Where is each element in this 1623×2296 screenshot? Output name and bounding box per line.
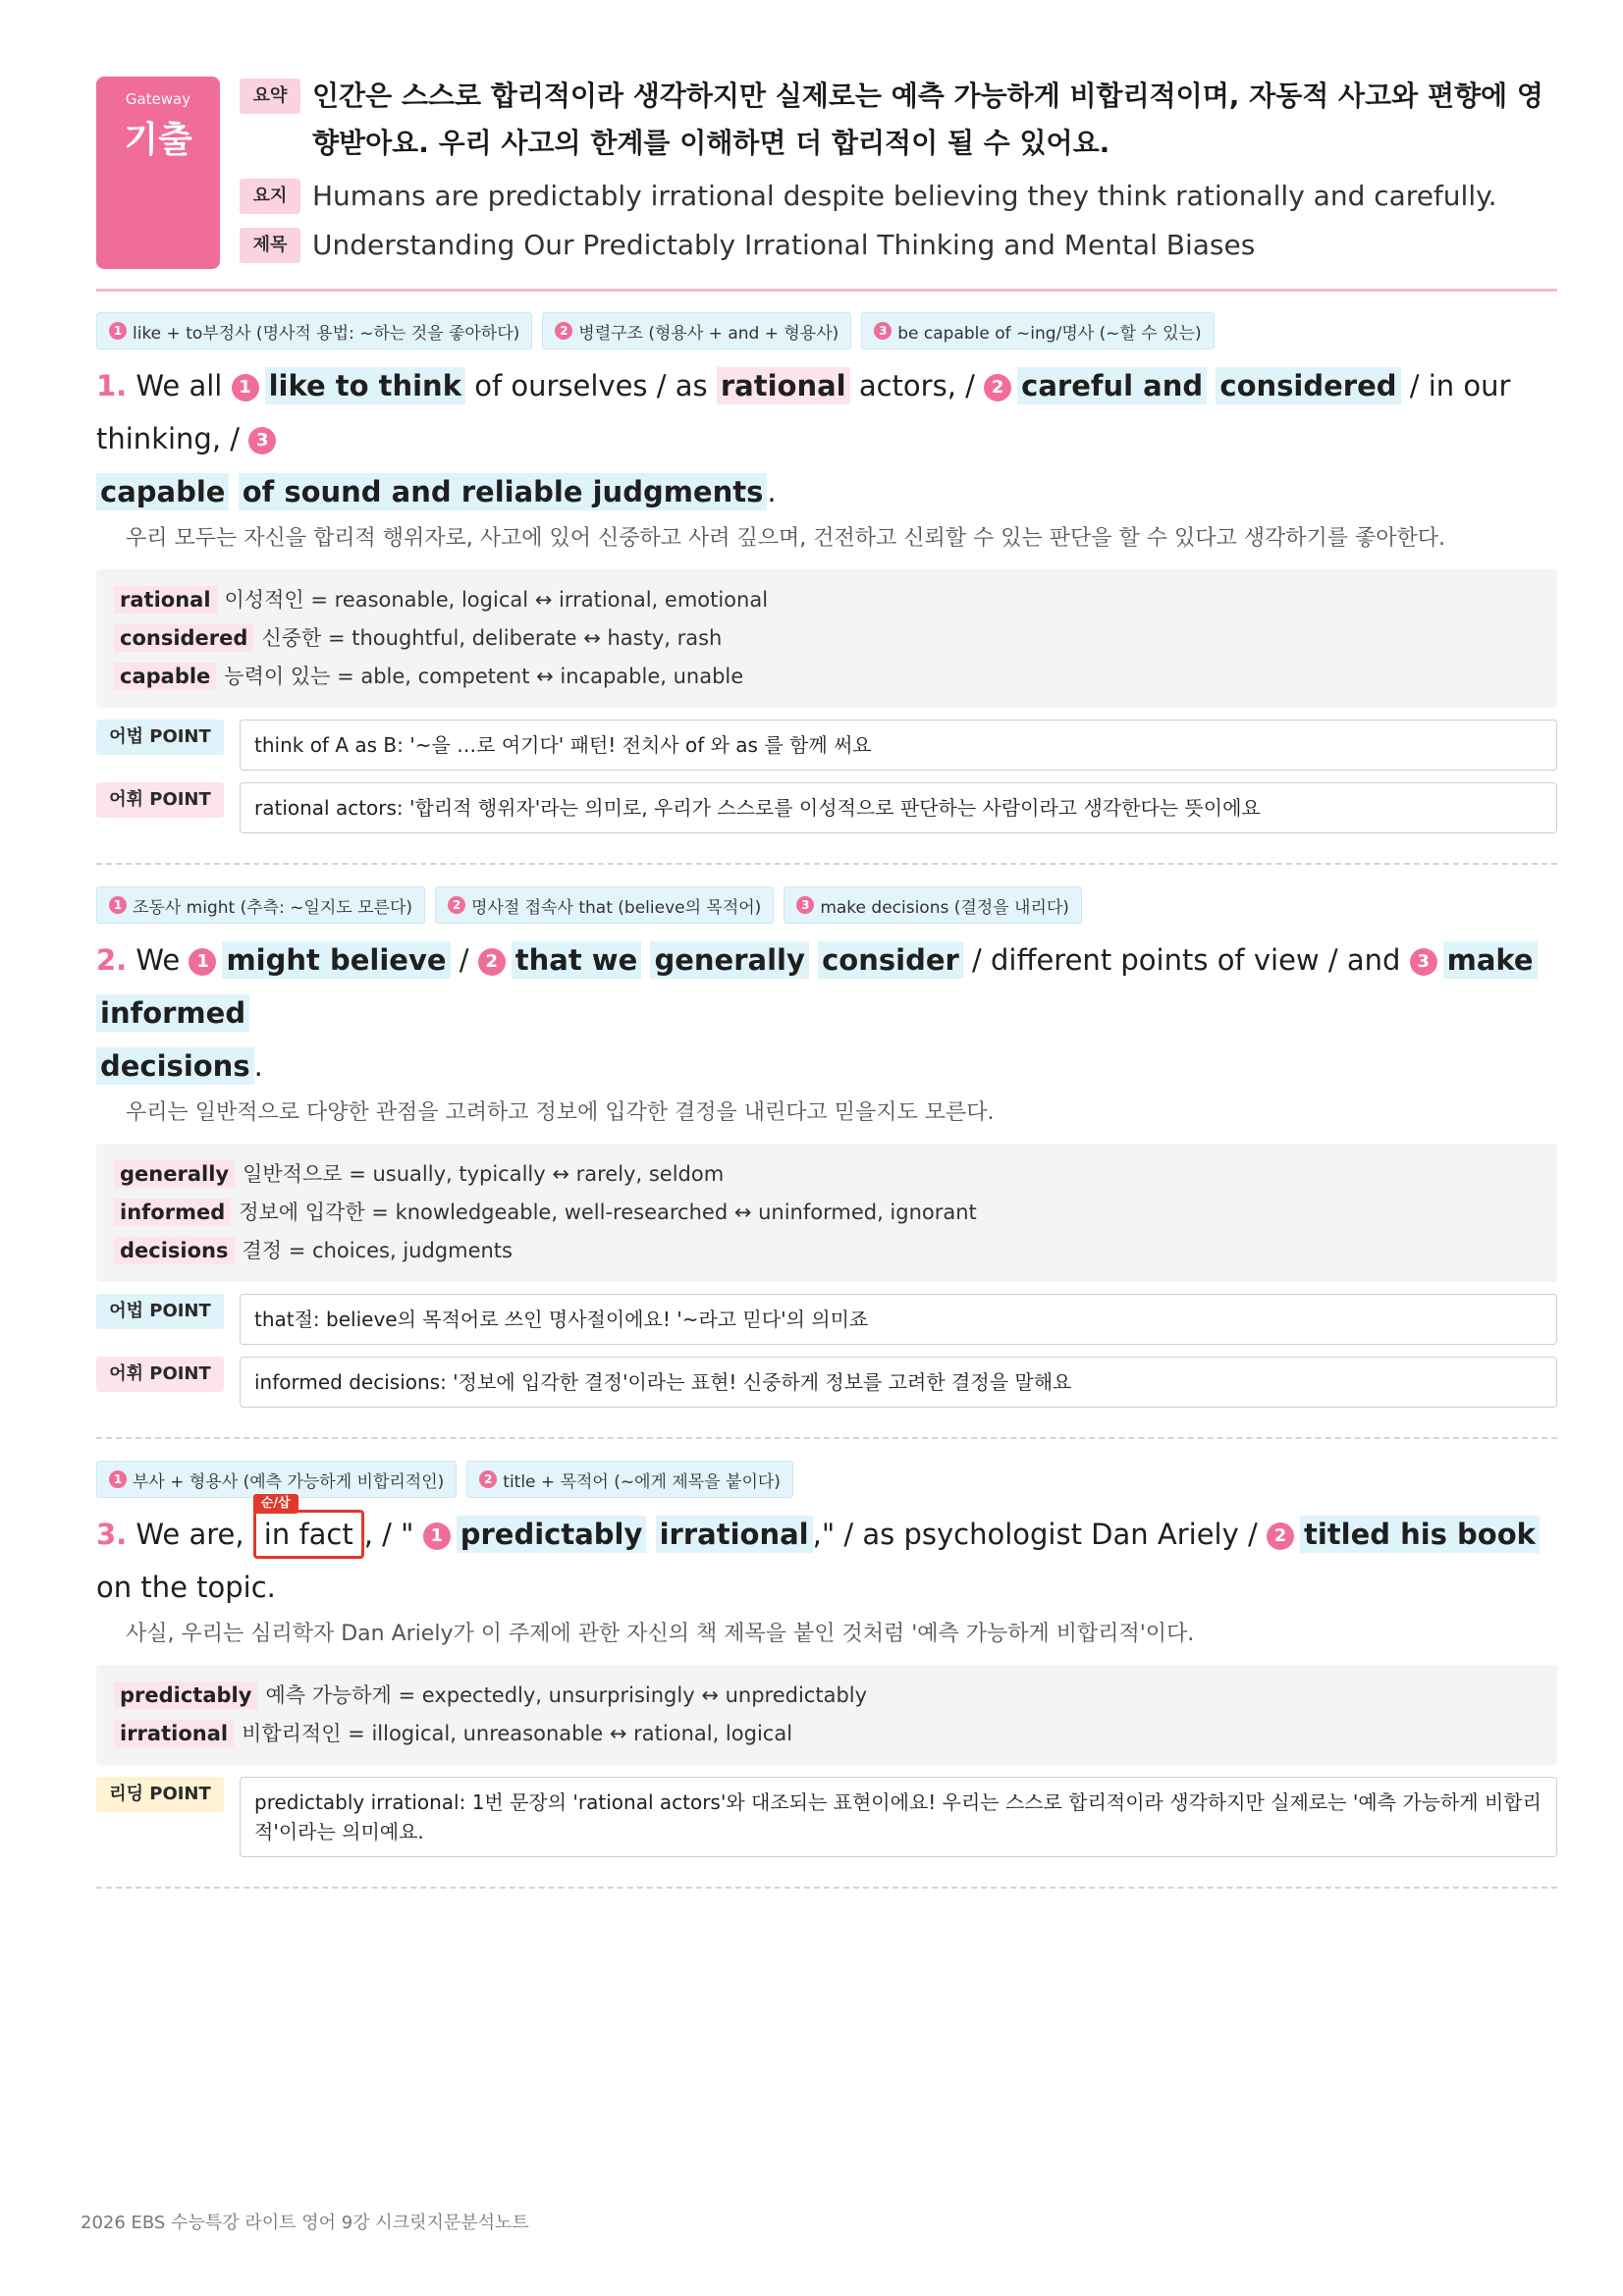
sentence-text: [96, 1496, 1557, 1614]
vocab-def: 일반적으로 = usually, typically ↔ rarely, seldom: [243, 1162, 725, 1186]
sentence-2-section: [96, 886, 1557, 1439]
grammar-tags: [96, 312, 1557, 349]
grammar-tags: [96, 1461, 1557, 1498]
vocab-point-label: 어휘 POINT: [96, 782, 224, 818]
translation: 우리 모두는 자신을 합리적 행위자로, 사고에 있어 신중하고 사려 깊으며, 건전하고 신뢰할 수 있는 판단을 할 수 있다고 생각하기를 좋아한다.: [126, 526, 1445, 551]
vocab-highlight: rational: [717, 367, 850, 404]
gist-row: [240, 179, 1557, 214]
translation: 우리는 일반적으로 다양한 관점을 고려하고 정보에 입각한 결정을 내린다고 믿을지도 모른다.: [126, 1100, 995, 1125]
footer: 2026 EBS 수능특강 라이트 영어 9강 시크릿지문분석노트: [81, 2213, 529, 2233]
vocab-row: [114, 1715, 1540, 1753]
highlight-phrase: like to think: [265, 367, 465, 404]
summary-text: 인간은 스스로 합리적이라 생각하지만 실제로는 예측 가능하게 비합리적이며, 자동적 사고와 편향에 영향받아요. 우리 사고의 한계를 이해하면 더 합리적이 될 수 있어요.: [312, 80, 1543, 159]
vocab-point-label: 어휘 POINT: [96, 1357, 224, 1392]
vocab-def: 예측 가능하게 = expectedly, unsurprisingly ↔ unpredictably: [265, 1683, 868, 1707]
plain-text: actors, /: [858, 369, 975, 402]
vocab-def: 이성적인 = reasonable, logical ↔ irrational, emotional: [224, 588, 769, 612]
grammar-tag: [96, 312, 532, 349]
vocab-word: considered: [114, 624, 253, 652]
marker-1: 1: [189, 948, 216, 976]
gist-text: Humans are predictably irrational despite believing they think rationally and carefully.: [312, 180, 1497, 212]
plain-text: .: [767, 475, 777, 508]
vocab-box: [96, 1665, 1557, 1765]
grammar-tag-text: make decisions (결정을 내리다): [820, 897, 1069, 918]
highlight-phrase: informed: [96, 994, 249, 1032]
plain-text: We are,: [135, 1518, 244, 1551]
highlight-phrase: generally: [650, 941, 808, 979]
grammar-tag: [784, 886, 1082, 924]
summary-label: 요약: [240, 79, 300, 114]
insertion-marker: [253, 1496, 364, 1561]
grammar-tags: [96, 886, 1557, 924]
vocab-point-text: rational actors: '합리적 행위자'라는 의미로, 우리가 스스로를 이성적으로 판단하는 사람이라고 생각한다는 뜻이에요: [240, 782, 1557, 833]
marker-3: 3: [796, 896, 814, 914]
plain-text: / different points of view / and: [972, 943, 1401, 977]
plain-text: , / ": [363, 1518, 414, 1551]
highlight-phrase: careful and: [1017, 367, 1207, 404]
header: [96, 77, 1557, 291]
highlight-phrase: capable: [96, 473, 229, 510]
sentence-text: [96, 359, 1557, 518]
title-row: [240, 228, 1557, 263]
grammar-tag: [96, 886, 425, 924]
marker-2: 2: [479, 1470, 497, 1488]
gateway-label: Gateway: [125, 90, 191, 108]
marker-1: 1: [109, 322, 127, 340]
grammar-point: [96, 720, 1557, 771]
gateway-title: 기출: [124, 120, 192, 160]
highlight-phrase: consider: [818, 941, 963, 979]
section-divider: [96, 1887, 1557, 1889]
vocab-def: 비합리적인 = illogical, unreasonable ↔ rational, logical: [242, 1722, 793, 1745]
summary-row: [240, 79, 1557, 167]
title-label: 제목: [240, 228, 300, 263]
vocab-word: capable: [114, 663, 216, 690]
insertion-tag: 순/삽: [253, 1494, 298, 1514]
marker-2: 2: [984, 374, 1011, 401]
plain-text: on the topic.: [96, 1571, 276, 1604]
vocab-word: generally: [114, 1160, 235, 1188]
marker-2: 2: [448, 896, 465, 914]
marker-3: 3: [874, 322, 892, 340]
vocab-box: [96, 1144, 1557, 1282]
vocab-def: 결정 = choices, judgments: [242, 1239, 513, 1262]
section-divider: [96, 863, 1557, 865]
page: [96, 77, 1557, 1889]
plain-text: .: [253, 1049, 263, 1083]
vocab-row: [114, 1677, 1540, 1715]
title-text: Understanding Our Predictably Irrational Thinking and Mental Biases: [312, 229, 1256, 261]
vocab-word: informed: [114, 1199, 231, 1226]
vocab-point: [96, 1357, 1557, 1408]
marker-1: 1: [109, 1470, 127, 1488]
highlight-phrase: considered: [1216, 367, 1400, 404]
grammar-tag-text: 병렬구조 (형용사 + and + 형용사): [578, 323, 839, 344]
vocab-row: [114, 1155, 1540, 1194]
reading-point-label: 리딩 POINT: [96, 1777, 224, 1812]
vocab-word: decisions: [114, 1237, 235, 1264]
marker-2: 2: [478, 948, 506, 976]
gateway-badge: [96, 77, 220, 269]
vocab-def: 신중한 = thoughtful, deliberate ↔ hasty, rash: [261, 626, 723, 650]
vocab-point: [96, 782, 1557, 833]
vocab-word: rational: [114, 586, 217, 614]
plain-text: ," / as psychologist Dan Ariely /: [812, 1518, 1258, 1551]
grammar-tag: [542, 312, 851, 349]
highlight-phrase: of sound and reliable judgments: [239, 473, 768, 510]
vocab-def: 정보에 입각한 = knowledgeable, well-researched ↔ uninformed, ignorant: [239, 1201, 977, 1224]
marker-1: 1: [232, 374, 259, 401]
plain-text: / in our thinking, /: [96, 369, 1511, 455]
sentence-number: 3.: [96, 1518, 128, 1551]
grammar-tag: [435, 886, 774, 924]
vocab-box: [96, 569, 1557, 708]
vocab-point-text: informed decisions: '정보에 입각한 결정'이라는 표현! 신중하게 정보를 고려한 결정을 말해요: [240, 1357, 1557, 1408]
highlight-phrase: decisions: [96, 1047, 254, 1085]
marker-3: 3: [248, 427, 276, 454]
sentence-1-section: [96, 312, 1557, 865]
grammar-tag-text: like + to부정사 (명사적 용법: ~하는 것을 좋아하다): [133, 323, 520, 344]
grammar-tag-text: be capable of ~ing/명사 (~할 수 있는): [897, 323, 1202, 344]
translation: 사실, 우리는 심리학자 Dan Ariely가 이 주제에 관한 자신의 책 제목을 붙인 것처럼 '예측 가능하게 비합리적'이다.: [126, 1622, 1195, 1646]
gist-label: 요지: [240, 179, 300, 214]
highlight-phrase: make: [1443, 941, 1538, 979]
marker-3: 3: [1410, 948, 1437, 976]
plain-text: We: [135, 943, 181, 977]
sentence-text: [96, 934, 1557, 1093]
highlight-phrase: that we: [512, 941, 642, 979]
grammar-tag: [466, 1461, 793, 1498]
grammar-point-label: 어법 POINT: [96, 1294, 224, 1329]
marker-2: 2: [555, 322, 572, 340]
highlight-phrase: might believe: [222, 941, 450, 979]
reading-point: [96, 1777, 1557, 1857]
plain-text: /: [459, 943, 469, 977]
header-divider: [96, 289, 1557, 292]
marker-1: 1: [109, 896, 127, 914]
vocab-row: [114, 1194, 1540, 1232]
vocab-row: [114, 1232, 1540, 1270]
grammar-tag: [96, 1461, 457, 1498]
vocab-row: [114, 581, 1540, 619]
highlight-phrase: titled his book: [1300, 1516, 1540, 1553]
plain-text: of ourselves / as: [474, 369, 708, 402]
highlight-phrase: irrational: [656, 1516, 813, 1553]
vocab-row: [114, 658, 1540, 696]
reading-point-text: predictably irrational: 1번 문장의 'rational actors'와 대조되는 표현이에요! 우리는 스스로 합리적이라 생각하지만 실제로는 '예측 가능하게 비합리적'이라는 의미예요.: [240, 1777, 1557, 1857]
grammar-point-text: that절: believe의 목적어로 쓰인 명사절이에요! '~라고 믿다'의 의미죠: [240, 1294, 1557, 1345]
grammar-tag: [861, 312, 1214, 349]
insertion-phrase: in fact: [253, 1510, 364, 1559]
section-divider: [96, 1437, 1557, 1439]
sentence-number: 1.: [96, 369, 128, 402]
marker-2: 2: [1267, 1522, 1294, 1550]
sentence-3-section: [96, 1461, 1557, 1889]
grammar-tag-text: 조동사 might (추측: ~일지도 모른다): [133, 897, 413, 918]
grammar-point: [96, 1294, 1557, 1345]
grammar-tag-text: title + 목적어 (~에게 제목을 붙이다): [503, 1471, 781, 1492]
vocab-def: 능력이 있는 = able, competent ↔ incapable, unable: [224, 665, 744, 688]
grammar-tag-text: 부사 + 형용사 (예측 가능하게 비합리적인): [133, 1471, 445, 1492]
grammar-point-text: think of A as B: '~을 …로 여기다' 패턴! 전치사 of 와 as 를 함께 써요: [240, 720, 1557, 771]
vocab-row: [114, 619, 1540, 658]
sentence-number: 2.: [96, 943, 128, 977]
highlight-phrase: predictably: [457, 1516, 647, 1553]
grammar-point-label: 어법 POINT: [96, 720, 224, 755]
marker-1: 1: [423, 1522, 451, 1550]
plain-text: We all: [135, 369, 223, 402]
vocab-word: irrational: [114, 1720, 234, 1747]
vocab-word: predictably: [114, 1682, 257, 1709]
grammar-tag-text: 명사절 접속사 that (believe의 목적어): [471, 897, 762, 918]
